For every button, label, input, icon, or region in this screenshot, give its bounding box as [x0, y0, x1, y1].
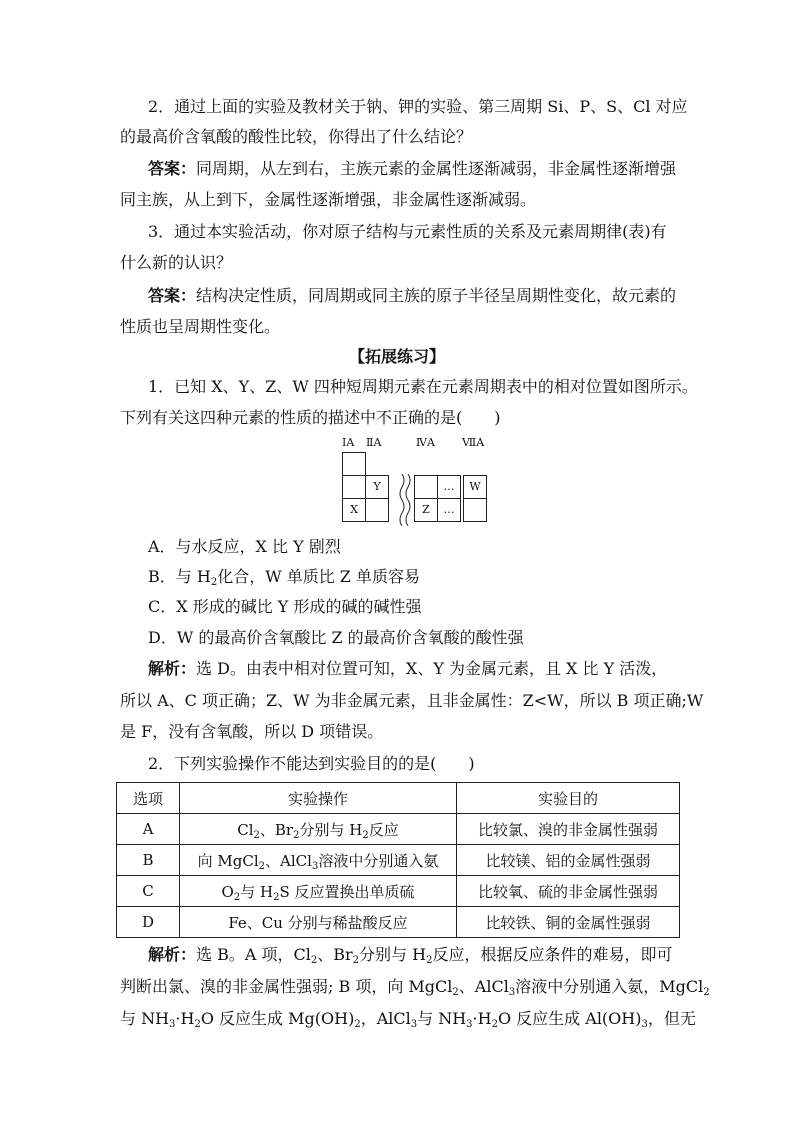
group-label-4a: ⅣA [416, 436, 435, 449]
group-label-1a: ⅠA [342, 436, 355, 449]
cell-goal: 比较氧、硫的非金属性强弱 [457, 876, 680, 907]
table-cell [463, 498, 487, 522]
cell-goal: 比较铁、铜的金属性强弱 [457, 907, 680, 938]
ex1-option-c: C．X 形成的碱比 Y 形成的碱的碱性强 [148, 597, 422, 616]
cell-operation: Fe、Cu 分别与稀盐酸反应 [180, 907, 457, 938]
periodic-table-figure [336, 436, 496, 528]
q3-answer-line1 [148, 286, 676, 306]
cell-x: X [342, 498, 366, 522]
ex1-analysis-line1 [148, 659, 667, 679]
table-row [117, 814, 680, 845]
answer-label: 答案： [148, 286, 197, 305]
table-cell [365, 498, 389, 522]
table-row [117, 845, 680, 876]
cell-operation: $Cl_2$、$Br_2$分别与 $H_2$反应 [180, 814, 457, 845]
q2-text-line1: 2．通过上面的实验及教材关于钠、钾的实验、第三周期 Si、P、S、Cl 对应 [148, 97, 688, 116]
analysis-text: 选 B。A 项，$Cl_2$、$Br_2$分别与 $H_2$反应，根据反应条件的难易，即可 [196, 945, 673, 966]
ex1-option-b [148, 567, 420, 587]
header-operation: 实验操作 [180, 783, 457, 814]
cell-operation: $O_2$与 $H_2S$ 反应置换出单质硫 [180, 876, 457, 907]
ex1-analysis-line2: 所以 A、C 项正确；Z、W 为非金属元素，且非金属性：Z<W，所以 B 项正确;W [120, 691, 704, 710]
header-option: 选项 [117, 783, 180, 814]
q2-answer-line2: 同主族，从上到下，金属性逐渐增强，非金属性逐渐减弱。 [120, 190, 537, 209]
analysis-text: 选 D。由表中相对位置可知，X、Y 为金属元素，且 X 比 Y 活泼， [196, 659, 668, 678]
table-row [117, 907, 680, 938]
option-b-text: B．与 H [148, 567, 211, 586]
ex1-option-a: A．与水反应，X 比 Y 剧烈 [148, 537, 341, 556]
table-header-row [117, 783, 680, 814]
cell-dots: … [437, 498, 461, 522]
cell-option: C [117, 876, 180, 907]
cell-goal: 比较氯、溴的非金属性强弱 [457, 814, 680, 845]
answer-text: 结构决定性质，同周期或同主族的原子半径呈周期性变化，故元素的 [196, 286, 677, 305]
cell-w: W [463, 475, 487, 499]
cell-operation: 向 MgCl$_2$、AlCl$_3$溶液中分别通入氨 [180, 845, 457, 876]
header-goal: 实验目的 [457, 783, 680, 814]
table-row [117, 876, 680, 907]
cell-z: Z [414, 498, 438, 522]
section-title: 【拓展练习】 [348, 347, 445, 366]
ex2-analysis-line3: 与 $NH_3\cdot H_2O$ 反应生成 $Mg(OH)_2$，AlCl$_3$与 $NH_3\cdot H_2O$ 反应生成 $Al(OH)_3$，但无 [120, 1009, 696, 1030]
q2-text-line2: 的最高价含氧酸的酸性比较，你得出了什么结论？ [120, 127, 473, 146]
group-label-7a: ⅦA [462, 436, 485, 449]
cell-option: D [117, 907, 180, 938]
ex2-analysis-line1 [148, 945, 672, 965]
experiment-table [116, 782, 680, 938]
cell-y: Y [365, 475, 389, 499]
cell-dots: … [437, 475, 461, 499]
q3-text-line1: 3．通过本实验活动，你对原子结构与元素性质的关系及元素周期律(表)有 [148, 222, 667, 241]
answer-text: 同周期，从左到右，主族元素的金属性逐渐减弱，非金属性逐渐增强 [196, 159, 677, 178]
ex2-question: 2．下列实验操作不能达到实验目的的是( ) [148, 754, 475, 773]
answer-label: 答案： [148, 159, 197, 178]
option-b-text: 化合，W 单质比 Z 单质容易 [217, 567, 421, 586]
analysis-label: 解析： [148, 659, 197, 678]
q3-answer-line2: 性质也呈周期性变化。 [120, 317, 281, 336]
table-break-wave-icon [398, 474, 414, 526]
table-cell [342, 475, 366, 499]
q3-text-line2: 什么新的认识？ [120, 253, 233, 272]
table-cell [414, 475, 438, 499]
cell-option: B [117, 845, 180, 876]
analysis-label: 解析： [148, 945, 197, 964]
cell-goal: 比较镁、铝的金属性强弱 [457, 845, 680, 876]
ex1-question-line1: 1．已知 X、Y、Z、W 四种短周期元素在元素周期表中的相对位置如图所示。 [148, 377, 698, 396]
ex1-analysis-line3: 是 F，没有含氧酸，所以 D 项错误。 [120, 722, 384, 741]
table-cell [342, 452, 366, 476]
ex1-option-d: D．W 的最高价含氧酸比 Z 的最高价含氧酸的酸性强 [148, 628, 524, 647]
ex2-analysis-line2: 判断出氯、溴的非金属性强弱; B 项，向 MgCl$_2$、AlCl$_3$溶液中分别通入氨，MgCl$_2$ [120, 977, 710, 998]
group-label-2a: ⅡA [366, 436, 382, 449]
cell-option: A [117, 814, 180, 845]
q2-answer-line1 [148, 159, 676, 179]
ex1-question-line2: 下列有关这四种元素的性质的描述中不正确的是( ) [120, 408, 501, 427]
subscript: 2 [210, 577, 218, 588]
